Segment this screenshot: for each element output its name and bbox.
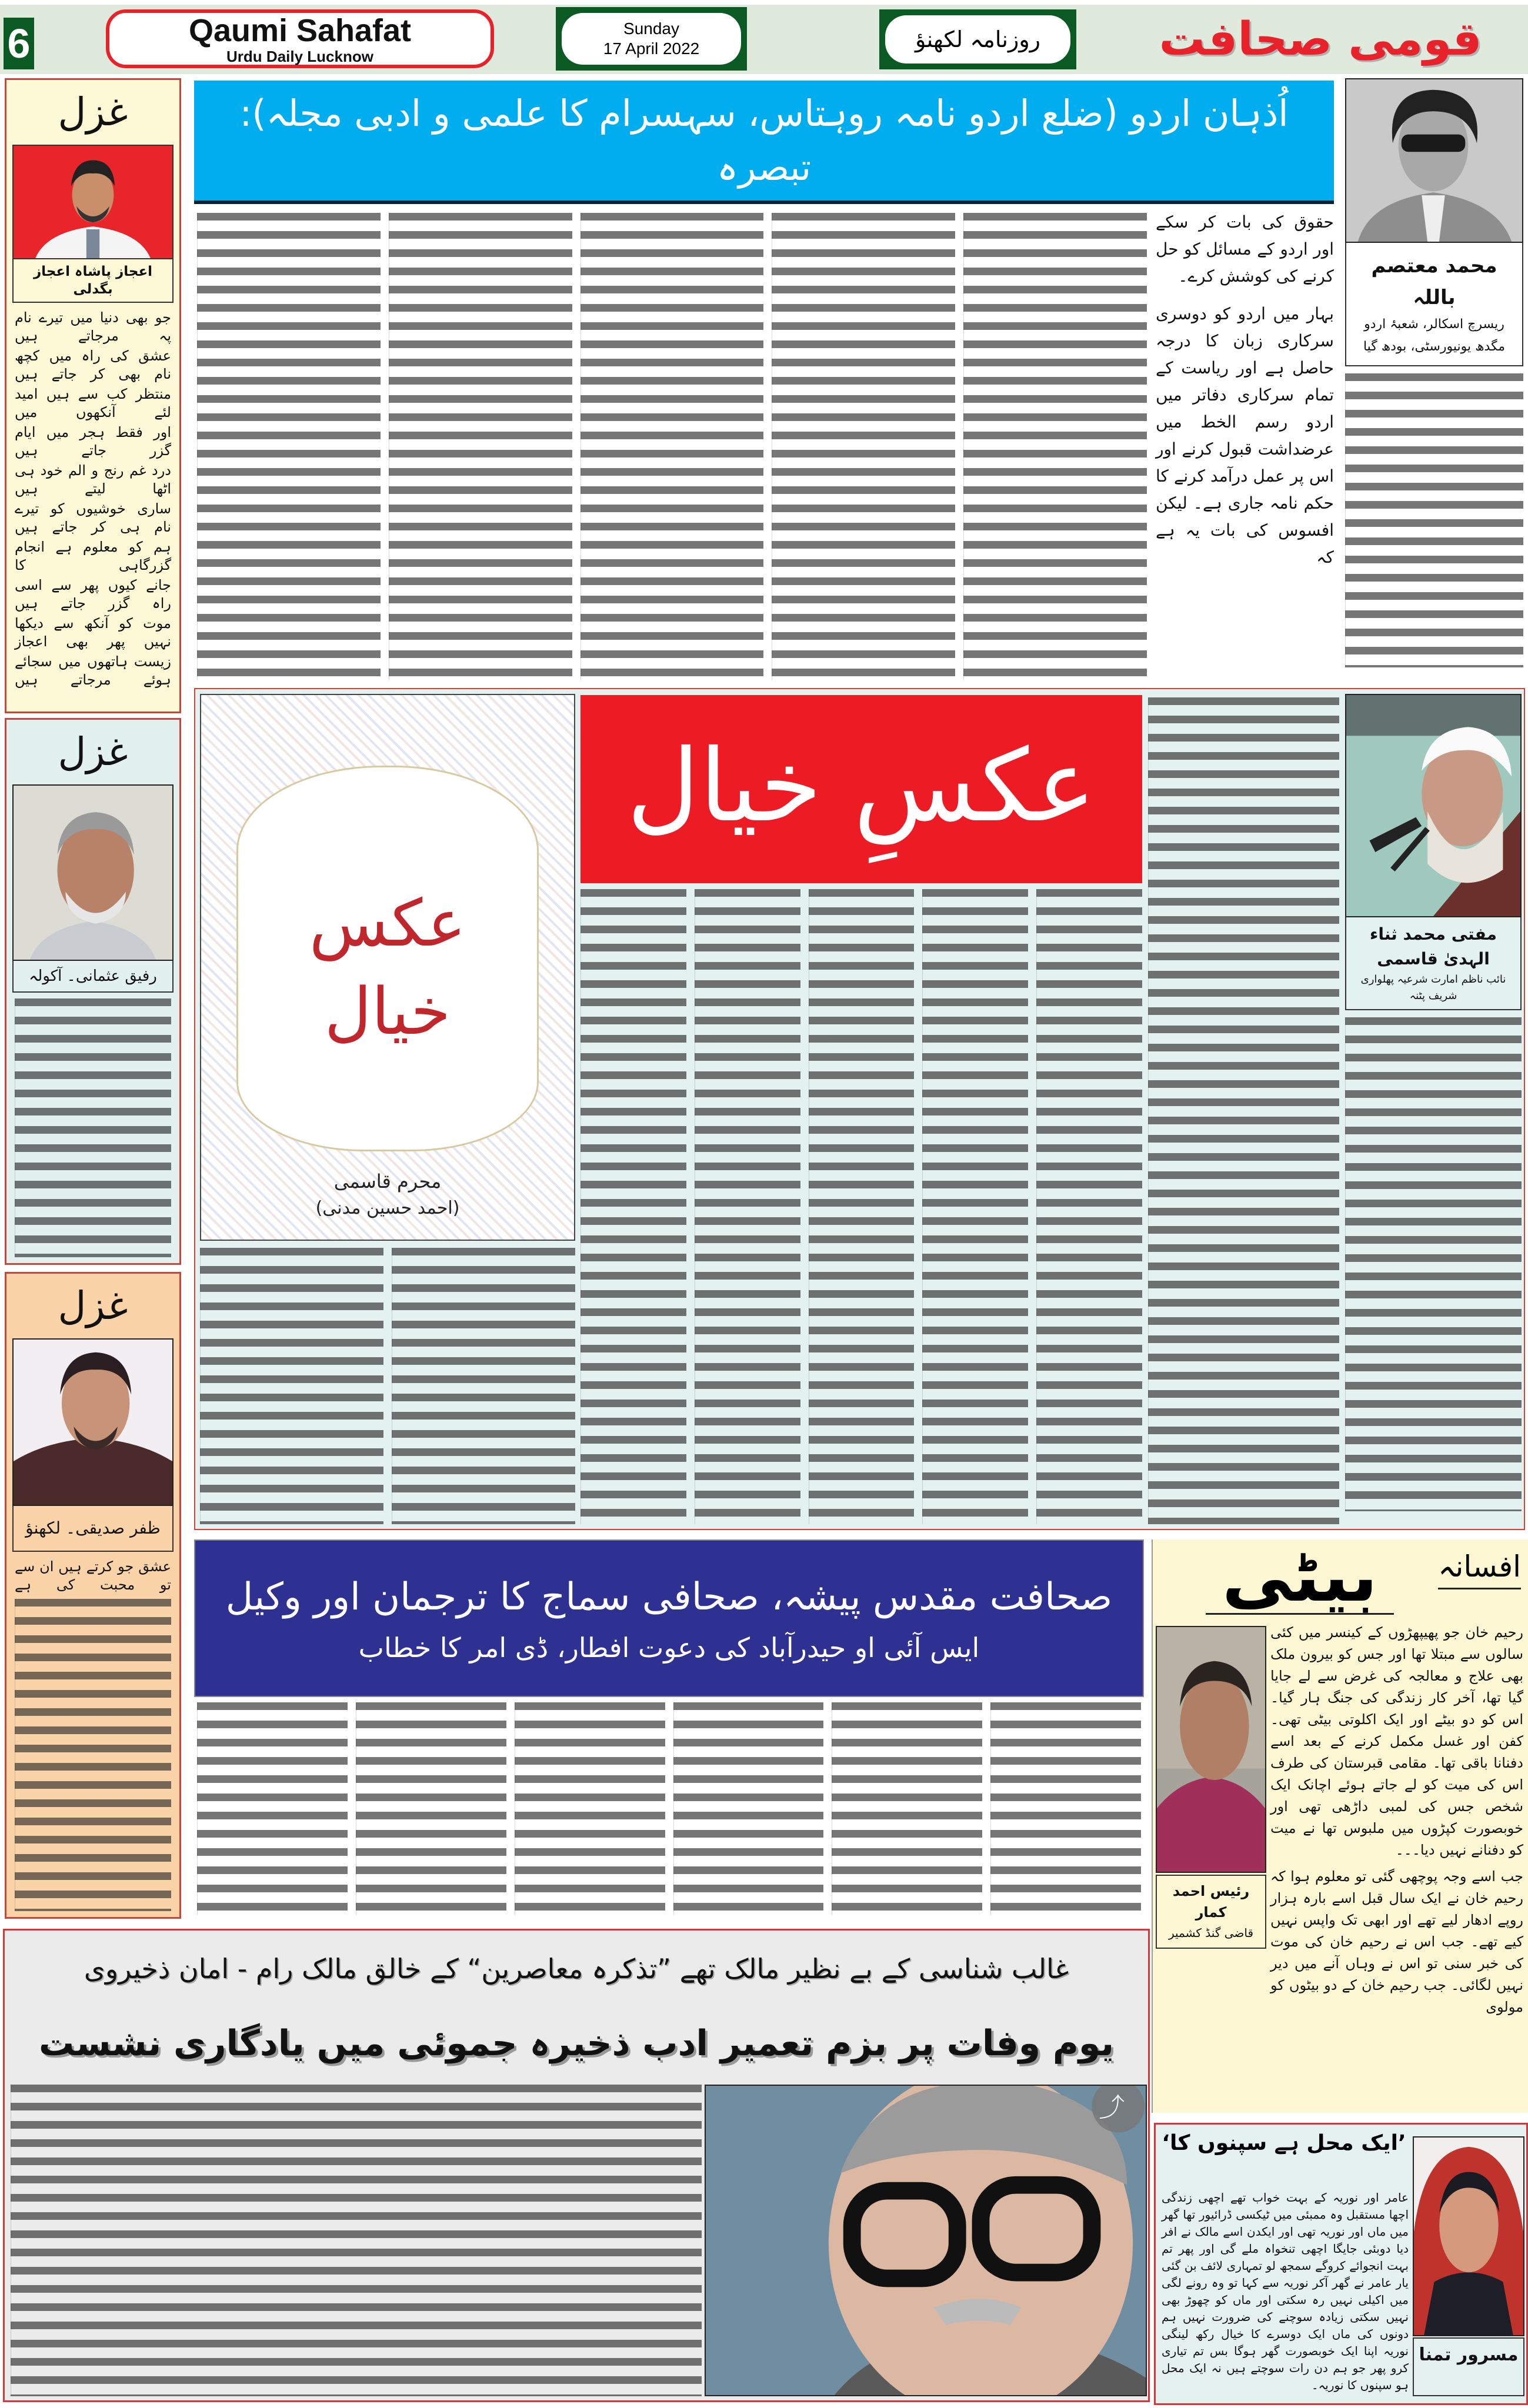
book-cover [200,694,575,1241]
poet-photo [12,145,174,259]
ghazal-box-3 [5,1272,181,1919]
reviewer-name: مفتی محمد ثناء الہدیٰ قاسمی [1370,924,1497,968]
ghazal-verse: عشق جو کرتے ہیں ان سے تو محبت کی ہے [15,1558,171,1593]
book-review-body [1148,697,1339,1524]
urdu-logo: قومی صحافت [1159,13,1482,66]
book-cover-author: محرم قاسمی [333,1170,442,1193]
masthead [0,5,1528,74]
afsana-section [1152,1536,1528,2113]
book-title-banner-text: عکسِ خیال [626,728,1096,844]
reviewer-photo [1345,694,1522,917]
paragraph: حقوق کی بات کر سکے اور اردو کے مسائل کو حل کرنے کی کوشش کرے۔ [1156,212,1334,286]
book-cover-author-real-name: (احمد حسین مدنی) [315,1198,460,1218]
text-column [673,1702,824,1915]
ghazal-verse: زیست ہاتھوں میں سجائے ہوئے مرجاتے ہیں [15,653,171,688]
review-body-continued [1345,373,1523,667]
malik-ram-body [11,2085,702,2396]
malik-ram-photo [705,2085,1147,2396]
text-column [515,1702,665,1915]
review-body [197,213,1147,680]
author-title: ریسرچ اسکالر، شعبۂ اردو [1364,317,1504,332]
text-column [197,1702,348,1915]
ghazal-verse: ساری خوشیوں کو تیرے نام ہی کر جاتے ہیں [15,500,171,535]
ghazal-title: غزل [58,89,128,135]
poet-name: رفیق عثمانی۔ آکولہ [12,961,174,993]
mahal-author-photo [1413,2136,1524,2336]
book-review-body [200,1248,575,1524]
text-column [356,1702,506,1915]
afsana-title: بیٹی [1206,1539,1394,1615]
text-column [580,213,764,680]
english-subtitle: Urdu Daily Lucknow [226,48,373,65]
review-body-lead [1156,209,1334,571]
journalism-body [197,1702,1141,1915]
afsana-label: افسانہ [1438,1545,1521,1589]
day: Sunday [623,19,679,38]
afsana-author-name: رئیس احمد کمار [1172,1883,1250,1921]
book-review-body-continued [1345,1017,1522,1511]
ghazal-verse: موت کو آنکھ سے دیکھا نہیں پھر بھی اعجاز [15,615,171,650]
ghazal-verse: ہم کو معلوم ہے انجام گزرگاہی کا [15,539,171,573]
malik-ram-article [3,1929,1150,2402]
book-review-section [194,688,1525,1530]
date: 17 April 2022 [603,39,700,58]
ghazal-verses [12,998,174,1257]
date-box [556,7,747,71]
mahal-story [1154,2123,1528,2405]
text-column [11,2085,702,2396]
text-column [197,213,381,680]
mahal-title: ’ایک محل ہے سپنوں کا‘ [1162,2131,1406,2155]
author-card [1345,78,1523,667]
afsana-author-place: قاضی گنڈ کشمیر [1168,1926,1254,1940]
ghazal-verse: اور فقط ہجر میں ایام گزر جاتے ہیں [15,424,171,459]
urdu-tagline-box [879,9,1076,69]
book-title-banner [580,695,1142,883]
paragraph: بہار میں اردو کو دوسری سرکاری زبان کا درجہ حاصل ہے اور ریاست کے تمام سرکاری دفاتر میں اردو رسم الخط میں عرضداشت قبول کرنے اور اس پر عمل درآمد کرنے کا حکم نامہ جاری ہے۔ لیکن افسوس کی بات یہ ہے کہ [1156,304,1334,567]
text-column [1148,697,1339,1524]
urdu-tagline: روزنامہ لکھنؤ [885,15,1070,64]
text-column [15,1599,171,1911]
text-column [15,998,171,1257]
ghazal-verse: درد غم رنج و الم خود ہی اٹھا لیتے ہیں [15,462,171,497]
poet-photo [12,784,174,961]
mahal-body: عامر اور نوریہ کے بہت خواب تھے اچھی زندگی اچھا مستقبل وہ ممبئی میں ٹیکسی ڈرائیور تھا گھر میں ماں اور نوریہ تھی اور ایکدن اسے مالک نے افر دیا دوبئی جایگا اچھی تنخواہ ملے گی اور پھر تم بہت انجوائے کروگے سمجھ لو تمہاری لائف بن گئی یار عامر نے گھر آکر نوریہ سے کہا تو وہ رونے لگی میں اکیلی نہیں رہ سکتی اور ماں کو چھوڑ بھی نہیں سکتی زیادہ سوچنے کی ضرورت نہیں ہم دونوں کی ماں ایک دوسرے کا خیال رکھ لینگی نوریہ اپنا ایک خوبصورت گھر ہوگا بس تم تیاری کرو پھر جو ہم دن رات سوچتے ہیں نہ ایک محل ہو سپنوں کا نوریہ۔ [1162,2190,1409,2392]
journalism-headline: صحافت مقدس پیشہ، صحافی سماج کا ترجمان اور وکیل [225,1575,1113,1619]
mahal-author-name: مسرور تمنا [1413,2337,1524,2396]
text-column [772,213,955,680]
author-affiliation: مگدھ یونیورسٹی، بودھ گیا [1363,339,1506,354]
poet-name: ظفر صدیقی۔ لکھنؤ [12,1506,174,1552]
page-number: 6 [4,18,34,69]
reviewer-title: نائب ناظم امارت شرعیہ پھلواری شریف پٹنہ [1360,973,1506,1002]
reviewer-card [1345,694,1522,1511]
afsana-author-photo [1156,1626,1266,1873]
text-column [392,1248,575,1524]
review-headline: اُذہان اردو (ضلع اردو نامہ روہتاس، سہسرام کا علمی و ادبی مجلہ): تبصرہ [239,92,1289,189]
ghazal-verses [12,309,174,691]
ghazal-box-1 [5,78,181,713]
text-column [695,889,800,1524]
text-column [200,1248,383,1524]
journalism-subheadline: ایس آئی او حیدرآباد کی دعوت افطار، ڈی امر کا خطاب [358,1632,980,1664]
ghazal-verse: جو بھی دنیا میں تیرے نام پہ مرجاتے ہیں [15,309,171,344]
text-column [580,889,686,1524]
text-column [1345,1017,1522,1511]
text-column [809,889,915,1524]
ghazal-verses [12,1599,174,1911]
share-icon[interactable]: ⤴ [1099,2093,1125,2123]
ghazal-title: غزل [58,729,128,774]
malik-ram-headline: غالب شناسی کے بے نظیر مالک تھے ”تذکرہ معاصرین“ کے خالق مالک رام - امان ذخیروی [84,1953,1069,1985]
text-column [990,1702,1141,1915]
author-photo [1345,78,1523,243]
text-column [1036,889,1142,1524]
ghazal-title: غزل [58,1283,128,1328]
book-cover-title: عکس خیال [309,886,466,1049]
ghazal-verse: عشق کی راہ میں کچھ نام بھی کر جاتے ہیں [15,348,171,382]
text-column [832,1702,982,1915]
text-column [963,213,1147,680]
malik-ram-subheadline: یوم وفات پر بزم تعمیر ادب ذخیرہ جموئی میں یادگاری نشست [38,2023,1115,2064]
poet-name: اعجاز پاشاہ اعجاز بگدلی [12,259,174,303]
afsana-body [1270,1622,1523,2018]
ghazal-box-2 [5,718,181,1265]
review-headline-banner [194,81,1334,204]
poet-photo [12,1338,174,1506]
paragraph: جب اسے وجہ پوچھی گئی تو معلوم ہوا کہ رحیم خان نے ایک سال قبل اسے بارہ ہزار روپے ادھار لیے تھے اور ابھی تک واپس نہیں کیے تھے۔ جب اس نے رحیم خان کی موت کی خبر سنی تو اس نے وہاں آنے میں دیر نہیں لگائی۔ جب رحیم خان کے دو بیٹوں کو مولوی [1270,1868,1523,2015]
text-column [922,889,1028,1524]
title-box [106,9,494,68]
book-review-body [580,889,1142,1524]
text-column [389,213,572,680]
ghazal-verse: جانے کیوں پھر سے اسی راہ گزر جاتے ہیں [15,577,171,612]
author-name: محمد معتصم باللہ [1371,254,1497,309]
ghazal-verse: منتظر کب سے ہیں امید لئے آنکھوں میں [15,386,171,420]
paragraph: رحیم خان جو پھیپھڑوں کے کینسر میں کئی سالوں سے مبتلا تھا اور جس کو بیرون ملک بھی علاج و معالجہ کی غرض سے لے جایا گیا تھا، آخر کار زندگی کی جنگ ہار گیا۔ اس کو دو بیٹے اور ایک اکلوتی بیٹی تھی۔ کفن اور غسل مکمل کرنے کے بعد اسے دفنانا باقی تھا۔ مقامی قبرستان کی طرف اس کی میت کو لے جاتے ہوئے اچانک ایک شخص جس کی لمبی داڑھی تھی اور خوبصورت کپڑوں میں ملبوس تھا نے میت کو دفنانے نہیں دیا۔۔۔ [1270,1624,1523,1858]
journalism-headline-banner [194,1539,1144,1697]
english-title: Qaumi Sahafat [188,13,412,48]
text-column [1345,373,1523,667]
